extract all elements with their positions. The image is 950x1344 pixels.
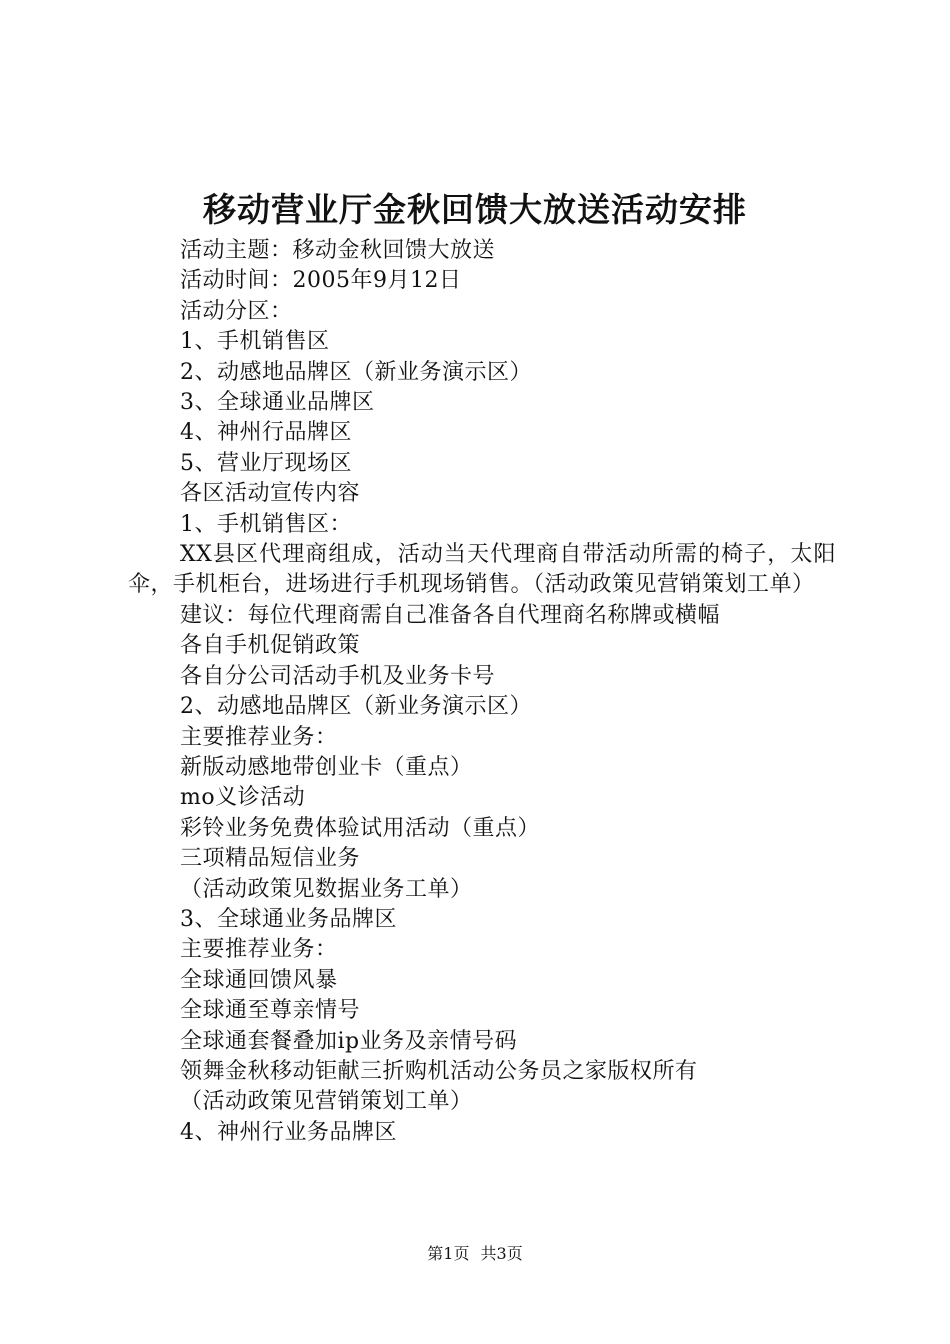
text-line: 2、动感地品牌区（新业务演示区） — [180, 359, 532, 385]
text-line: 主要推荐业务： — [180, 724, 338, 750]
document-title: 移动营业厅金秋回馈大放送活动安排 — [203, 190, 747, 229]
text-line: 4、神州行品牌区 — [180, 420, 352, 446]
text-line: 建议：每位代理商需自己准备各自代理商名称牌或横幅 — [180, 602, 721, 628]
text-line: 2、动感地品牌区（新业务演示区） — [180, 694, 532, 720]
text-line: 5、营业厅现场区 — [180, 450, 352, 476]
text-line: 各自分公司活动手机及业务卡号 — [180, 663, 496, 689]
page-number: 第1页 — [427, 1244, 470, 1263]
text-line: 领舞金秋移动钜献三折购机活动公务员之家版权所有 — [180, 1058, 698, 1084]
text-line: 1、手机销售区 — [180, 329, 330, 355]
document-body — [128, 236, 836, 1148]
text-line: 活动主题：移动金秋回馈大放送 — [180, 238, 496, 263]
text-line: 活动分区： — [180, 298, 293, 324]
body-paragraph: XX县区代理商组成，活动当天代理商自带活动所需的椅子，太阳伞，手机柜台，进场进行手机现场销售。（活动政策见营销策划工单） — [128, 542, 836, 598]
text-line: 活动时间：2005年9月12日 — [180, 268, 462, 294]
text-line: 全球通套餐叠加ip业务及亲情号码 — [180, 1028, 518, 1054]
page-footer — [0, 1242, 950, 1266]
text-line: 3、全球通业务品牌区 — [180, 906, 397, 932]
text-line: 主要推荐业务： — [180, 937, 338, 963]
text-line: （活动政策见营销策划工单） — [180, 1089, 473, 1115]
text-line: 4、神州行业务品牌区 — [180, 1119, 397, 1145]
text-line: 3、全球通业品牌区 — [180, 390, 375, 416]
text-line: （活动政策见数据业务工单） — [180, 876, 473, 902]
text-line: 全球通回馈风暴 — [180, 967, 338, 993]
text-line: 全球通至尊亲情号 — [180, 998, 361, 1024]
text-line: 各区活动宣传内容 — [180, 481, 361, 507]
text-line: 各自手机促销政策 — [180, 633, 361, 659]
text-line: 彩铃业务免费体验试用活动（重点） — [180, 815, 541, 841]
text-line: 新版动感地带创业卡（重点） — [180, 754, 473, 780]
text-line: 1、手机销售区： — [180, 511, 352, 537]
text-line: mo义诊活动 — [180, 785, 306, 811]
text-line: 三项精品短信业务 — [180, 846, 361, 872]
page-total: 共3页 — [480, 1244, 523, 1263]
